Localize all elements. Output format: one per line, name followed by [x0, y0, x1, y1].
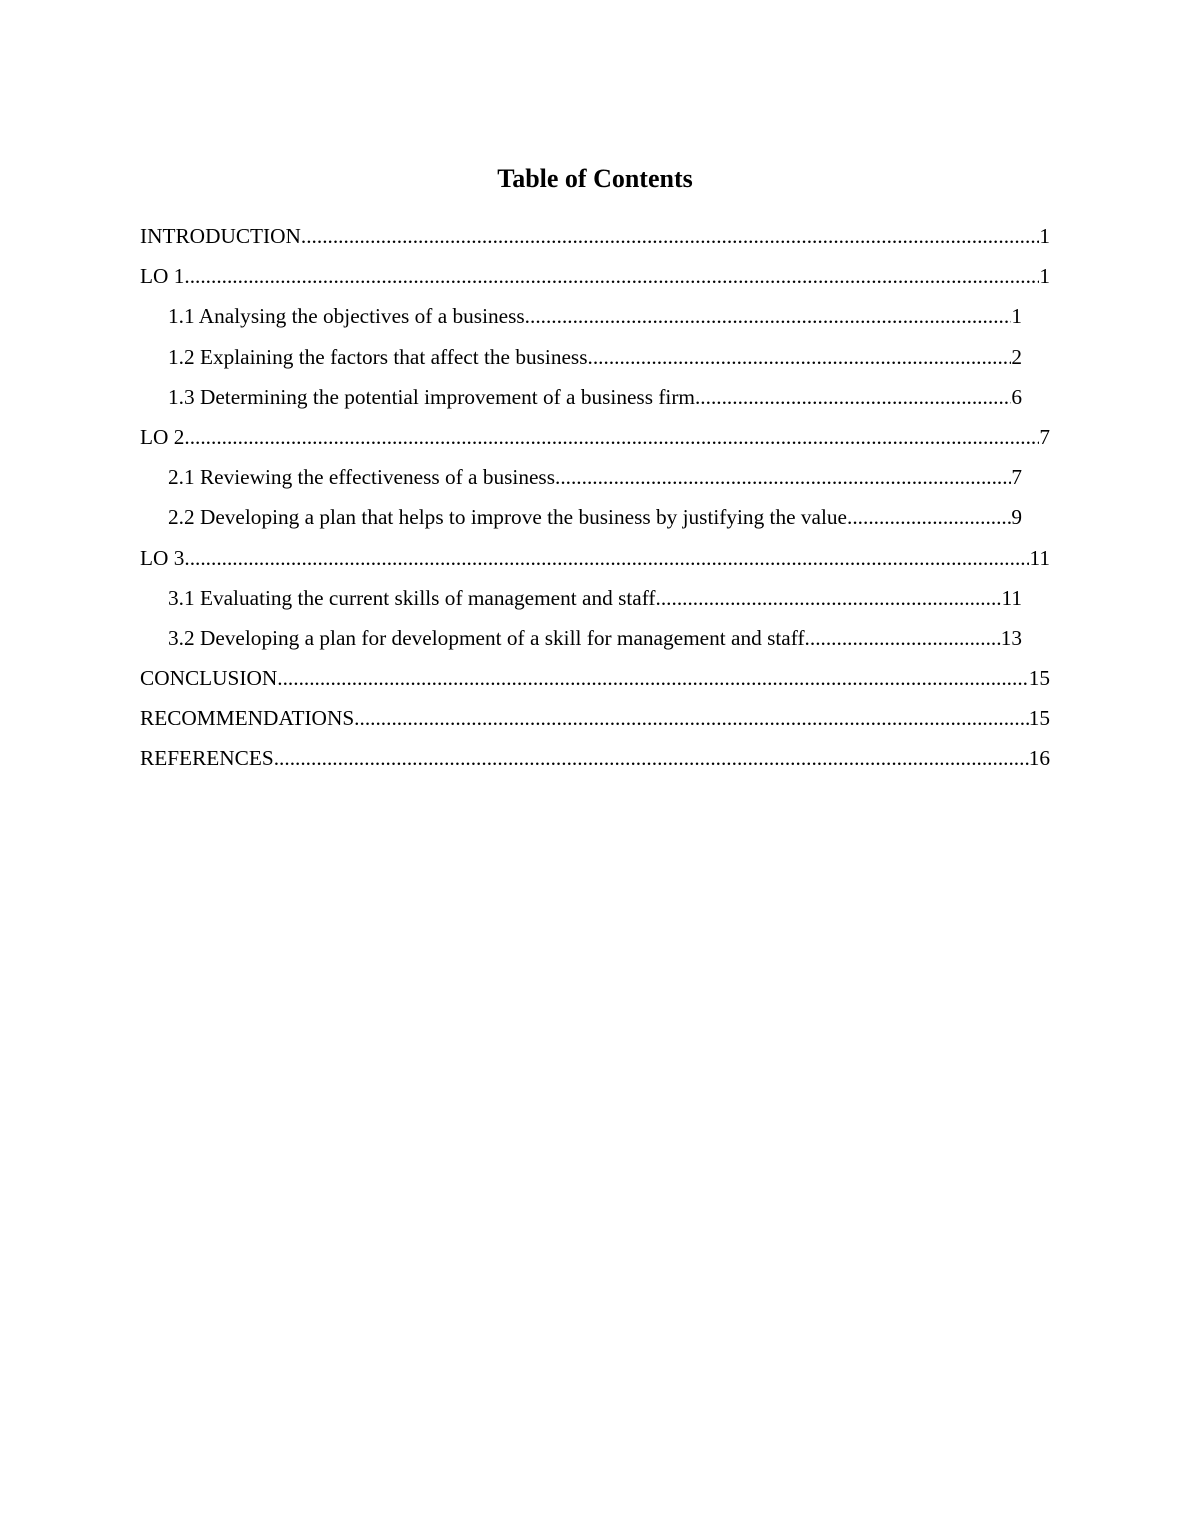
toc-entry-introduction[interactable]	[140, 216, 1050, 256]
toc-entry-1-2[interactable]	[168, 337, 1022, 377]
toc-dot-leader	[847, 497, 1011, 537]
toc-entry-3-1[interactable]	[168, 578, 1022, 618]
toc-entry-2-2[interactable]	[168, 497, 1022, 537]
toc-entry-page: 11	[1029, 545, 1050, 570]
toc-entry-page: 1	[1039, 264, 1050, 289]
toc-dot-leader	[588, 337, 1012, 377]
toc-entry-page: 11	[1001, 585, 1022, 610]
toc-dot-leader	[695, 377, 1011, 417]
toc-entry-text: 2.2 Developing a plan that helps to improve the business by justifying the value	[168, 505, 848, 530]
toc-entry-text: 3.1 Evaluating the current skills of management and staff	[168, 585, 656, 610]
toc-entry-references[interactable]	[140, 738, 1050, 778]
toc-dot-leader	[184, 256, 1039, 296]
toc-entry-text: RECOMMENDATIONS	[140, 706, 355, 731]
toc-entry-text: CONCLUSION	[140, 666, 278, 691]
toc-entry-2-1[interactable]	[168, 457, 1022, 497]
toc-entry-page: 7	[1011, 465, 1022, 490]
toc-entry-page: 9	[1011, 505, 1022, 530]
toc-entry-text: LO 1	[140, 264, 185, 289]
toc-entry-page: 2	[1011, 344, 1022, 369]
toc-dot-leader	[274, 738, 1029, 778]
toc-entry-page: 6	[1011, 384, 1022, 409]
toc-dot-leader	[656, 578, 1002, 618]
toc-entry-text: LO 3	[140, 545, 185, 570]
toc-entry-text: 1.2 Explaining the factors that affect the business	[168, 344, 588, 369]
toc-entry-lo-3[interactable]	[140, 538, 1050, 578]
toc-dot-leader	[301, 216, 1039, 256]
toc-entry-lo-1[interactable]	[140, 256, 1050, 296]
toc-entry-text: REFERENCES	[140, 746, 274, 771]
toc-entry-lo-2[interactable]	[140, 417, 1050, 457]
toc-entry-page: 1	[1011, 304, 1022, 329]
toc-dot-leader	[354, 698, 1029, 738]
toc-dot-leader	[184, 417, 1039, 457]
toc-entry-1-1[interactable]	[168, 296, 1022, 336]
toc-entry-text: 2.1 Reviewing the effectiveness of a business	[168, 465, 555, 490]
toc-entry-text: 1.1 Analysing the objectives of a business	[168, 304, 525, 329]
toc-entry-text: LO 2	[140, 424, 185, 449]
toc-entry-text: INTRODUCTION	[140, 224, 301, 248]
toc-entry-conclusion[interactable]	[140, 658, 1050, 698]
toc-entry-page: 15	[1028, 666, 1050, 691]
toc-dot-leader	[184, 538, 1029, 578]
toc-dot-leader	[525, 296, 1012, 336]
toc-list	[140, 216, 1050, 779]
toc-entry-page: 7	[1039, 424, 1050, 449]
toc-entry-page: 13	[1000, 625, 1022, 650]
toc-entry-page: 1	[1039, 224, 1050, 248]
toc-dot-leader	[277, 658, 1028, 698]
toc-dot-leader	[805, 618, 1001, 658]
toc-title: Table of Contents	[497, 164, 693, 193]
toc-entry-page: 15	[1028, 706, 1050, 731]
toc-entry-text: 1.3 Determining the potential improvement of a business firm	[168, 384, 695, 409]
toc-entry-text: 3.2 Developing a plan for development of a skill for management and staff	[168, 625, 805, 650]
toc-entry-recommendations[interactable]	[140, 698, 1050, 738]
toc-entry-page: 16	[1028, 746, 1050, 771]
toc-entry-1-3[interactable]	[168, 377, 1022, 417]
toc-dot-leader	[555, 457, 1011, 497]
toc-entry-3-2[interactable]	[168, 618, 1022, 658]
